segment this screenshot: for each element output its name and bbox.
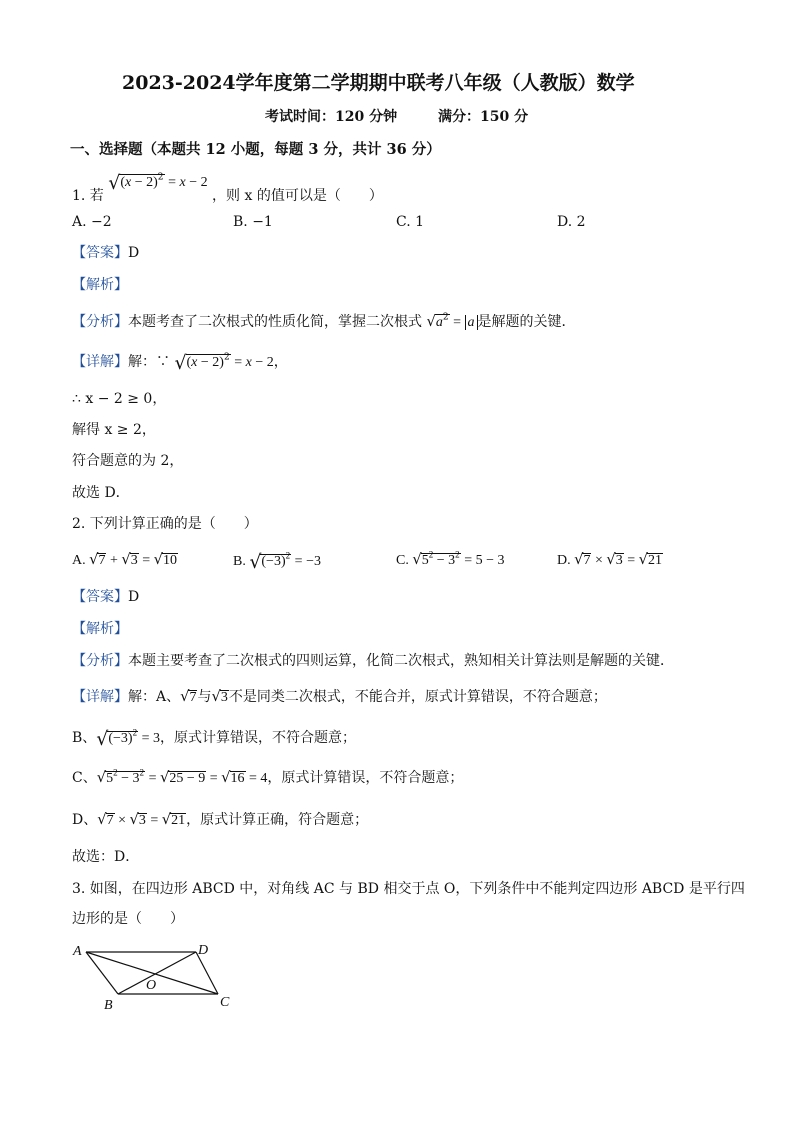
- point-label-o: O: [146, 978, 157, 993]
- q2-option-b: B. $√(-3)^2 = -3$: [233, 550, 321, 573]
- q1-expression: $√(x - 2)^2 = x - 2$: [108, 172, 208, 194]
- q2-option-c: C. $√5^2 - 3^2 = 5 - 3$: [396, 549, 505, 568]
- q1-stem: [72, 172, 383, 207]
- full-score: 满分：150 分: [438, 109, 529, 125]
- q2-fenxi-text: 本题主要考查了二次根式的四则运算，化简二次根式，熟知相关计算法则是解题的关键．: [128, 653, 674, 669]
- q1-fenxi-text-b: 是解题的关键．: [477, 314, 576, 330]
- xiangjie-tag: 【详解】: [72, 689, 128, 705]
- q1-option-c: C. 1: [396, 214, 425, 230]
- vertex-label-c: C: [220, 995, 230, 1010]
- xiangjie-tag: 【详解】: [72, 354, 128, 371]
- q2-jiexi-tag: 【解析】: [72, 621, 128, 637]
- q2-option-d: D. √7 × √3 = √21: [557, 551, 663, 568]
- q3-stem-line1: 3. 如图，在四边形 ABCD 中，对角线 AC 与 BD 相交于点 O，下列条件中不能判定四边形 ABCD 是平行四: [72, 881, 745, 897]
- q2-detail-a3: 不是同类二次根式，不能合并，原式计算错误，不符合题意；: [228, 689, 607, 705]
- exam-time: 考试时间：120 分钟: [265, 109, 398, 125]
- q1-fenxi: [72, 314, 576, 330]
- q1-detail: [72, 354, 288, 373]
- vertex-label-b: B: [104, 998, 113, 1013]
- q2-option-a: A. √7 + √3 = √10: [72, 551, 178, 568]
- q1-option-a: A. −2: [72, 214, 112, 230]
- q2-answer-value: D: [128, 589, 140, 605]
- q2-b-lead: B、: [72, 730, 97, 747]
- q1-jiexi-tag: 【解析】: [72, 277, 128, 293]
- q1-line2: ∴ x − 2 ≥ 0，: [72, 391, 167, 407]
- q2-b-tail: ，原式计算错误，不符合题意；: [160, 730, 357, 747]
- q2-end: 故选：D．: [72, 849, 140, 865]
- q1-suffix: ，则 x 的值可以是（ ）: [212, 188, 383, 205]
- q1-answer-value: D: [128, 245, 140, 261]
- q2-answer: [72, 590, 139, 604]
- q2-c-lead: C、: [72, 770, 97, 786]
- diagonal-bd: [118, 952, 196, 994]
- q1-line5: 故选 D．: [72, 485, 130, 501]
- fenxi-tag: 【分析】: [72, 653, 128, 669]
- q2-detail-d: D、√7 × √3 = √21，原式计算正确，符合题意；: [72, 811, 369, 828]
- vertex-label-a: A: [73, 944, 82, 959]
- q2-c-tail: ，原式计算错误，不符合题意；: [267, 770, 464, 786]
- q2-fenxi: [72, 654, 674, 668]
- fenxi-tag: 【分析】: [72, 314, 128, 330]
- section-heading: 一、选择题（本题共 12 小题，每题 3 分，共计 36 分）: [70, 141, 441, 158]
- q1-fenxi-formula: $√a^2 = a$: [426, 314, 477, 330]
- q1-fenxi-text-a: 本题考查了二次根式的性质化简，掌握二次根式: [128, 314, 422, 330]
- parallelogram-figure: [66, 936, 246, 1016]
- answer-tag: 【答案】: [72, 245, 128, 261]
- q2-detail-b: B、$√(-3)^2 = 3$，原式计算错误，不符合题意；: [72, 727, 357, 750]
- answer-tag: 【答案】: [72, 589, 128, 605]
- page-title: 2023-2024学年度第二学期期中联考八年级（人教版）数学: [122, 72, 635, 94]
- q1-detail-formula: $√(x - 2)^2 = x - 2$，: [174, 352, 288, 374]
- q1-option-d: D. 2: [557, 214, 586, 230]
- q1-detail-lead: 解：∵: [128, 354, 170, 371]
- vertex-label-d: D: [198, 943, 209, 958]
- q2-stem: 2. 下列计算正确的是（ ）: [72, 516, 258, 532]
- q2-detail-a1: 解：A、: [128, 689, 181, 705]
- q2-detail-c: C、$√5^2 - 3^2 = √25 - 9 = √16 = 4$，原式计算错误，不符合题意；: [72, 767, 464, 786]
- q2-detail-a2: 与: [197, 689, 212, 705]
- q1-prefix: 1. 若: [72, 188, 104, 205]
- q2-detail-a: 【详解】解：A、√7与√3不是同类二次根式，不能合并，原式计算错误，不符合题意；: [72, 688, 607, 705]
- q3-stem-line2: 边形的是（ ）: [72, 911, 184, 927]
- q1-line4: 符合题意的为 2，: [72, 453, 184, 469]
- q1-line3: 解得 x ≥ 2，: [72, 422, 156, 438]
- q2-d-tail: ，原式计算正确，符合题意；: [186, 812, 369, 828]
- q1-option-b: B. −1: [233, 214, 273, 230]
- q1-answer: [72, 246, 139, 260]
- side-ab: [86, 952, 118, 994]
- q2-d-lead: D、: [72, 812, 98, 828]
